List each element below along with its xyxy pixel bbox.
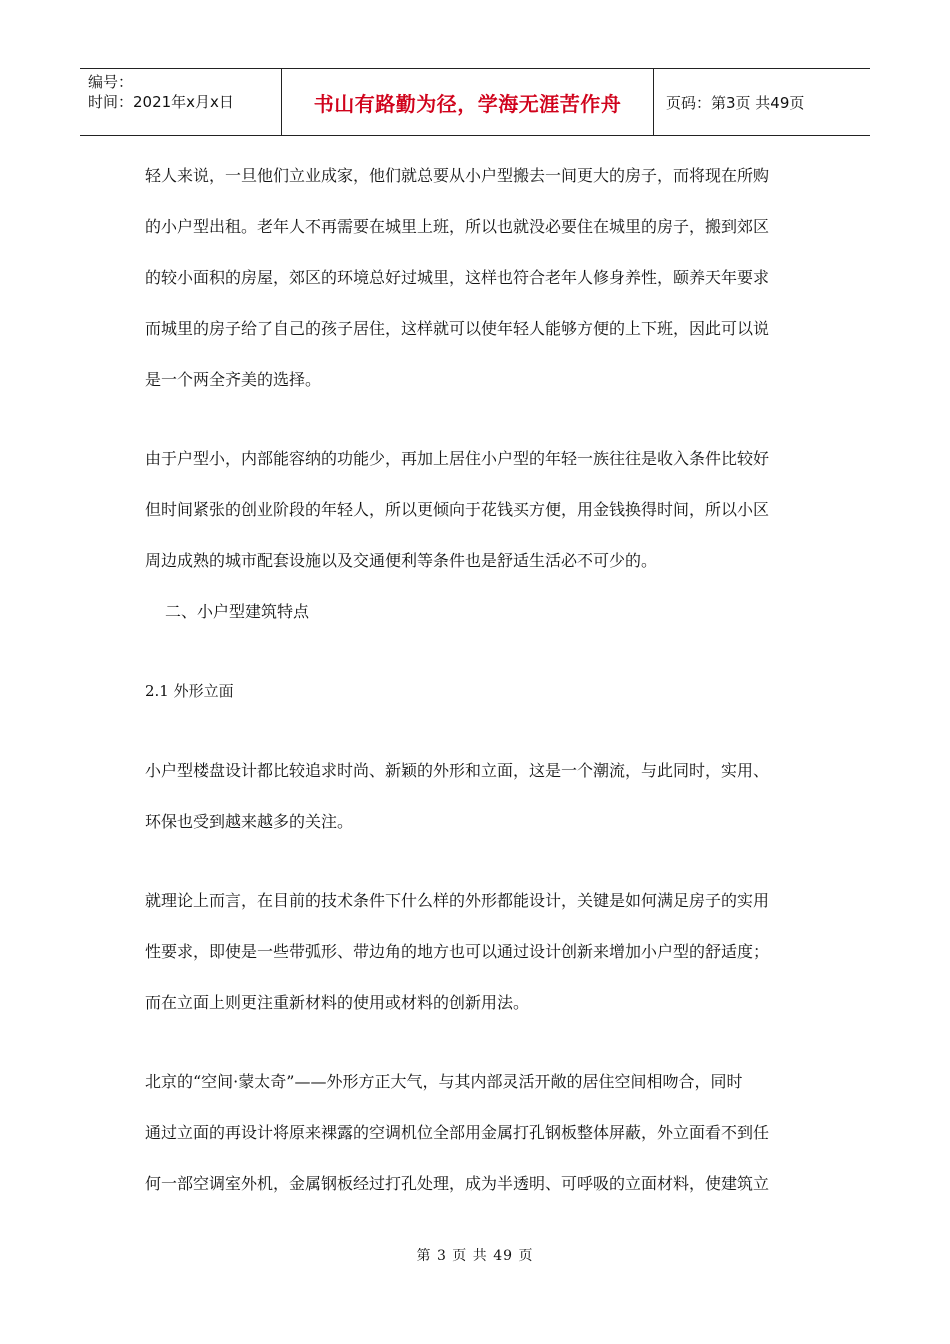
document-header [80, 68, 870, 136]
paragraph-line: 就理论上而言，在目前的技术条件下什么样的外形都能设计，关键是如何满足房子的实用 [145, 891, 770, 910]
paragraph-line: 北京的“空间·蒙太奇”——外形方正大气，与其内部灵活开敞的居住空间相吻合，同时 [145, 1072, 743, 1091]
footer-page-number: 第 3 页 共 49 页 [416, 1248, 534, 1264]
subsection-heading: 2.1 外形立面 [145, 682, 234, 700]
header-motto [282, 69, 654, 135]
paragraph-line: 轻人来说，一旦他们立业成家，他们就总要从小户型搬去一间更大的房子，而将现在所购 [145, 166, 770, 185]
paragraph-line: 的较小面积的房屋，郊区的环境总好过城里，这样也符合老年人修身养性，颐养天年要求 [145, 268, 770, 287]
paragraph-line: 的小户型出租。老年人不再需要在城里上班，所以也就没必要住在城里的房子，搬到郊区 [145, 217, 770, 236]
header-page-info: 页码：第3页 共49页 [666, 93, 805, 112]
header-time-label: 时间：2021年x月x日 [88, 93, 234, 111]
paragraph-1 [145, 150, 815, 405]
paragraph-line: 何一部空调室外机，金属钢板经过打孔处理，成为半透明、可呼吸的立面材料，使建筑立 [145, 1174, 770, 1193]
paragraph-3 [145, 745, 815, 847]
header-page-info-cell [654, 69, 870, 135]
paragraph-line: 小户型楼盘设计都比较追求时尚、新颖的外形和立面，这是一个潮流，与此同时，实用、 [145, 761, 770, 780]
paragraph-2 [145, 433, 815, 586]
paragraph-line: 是一个两全齐美的选择。 [145, 370, 322, 389]
header-motto-text: 书山有路勤为径，学海无涯苦作舟 [313, 91, 622, 116]
paragraph-line: 而城里的房子给了自己的孩子居住，这样就可以使年轻人能够方便的上下班，因此可以说 [145, 319, 770, 338]
paragraph-line: 环保也受到越来越多的关注。 [145, 812, 354, 831]
document-body [145, 150, 815, 1209]
header-number-label: 编号： [88, 73, 134, 91]
header-meta-cell [80, 69, 282, 135]
paragraph-line: 周边成熟的城市配套设施以及交通便利等条件也是舒适生活必不可少的。 [145, 551, 658, 570]
paragraph-line: 性要求，即使是一些带弧形、带边角的地方也可以通过设计创新来增加小户型的舒适度； [145, 942, 770, 961]
paragraph-line: 由于户型小，内部能容纳的功能少，再加上居住小户型的年轻一族往往是收入条件比较好 [145, 449, 770, 468]
paragraph-5 [145, 1056, 815, 1209]
paragraph-line: 而在立面上则更注重新材料的使用或材料的创新用法。 [145, 993, 530, 1012]
section-heading: 二、小户型建筑特点 [165, 602, 310, 621]
page-footer [0, 1245, 950, 1265]
paragraph-4 [145, 875, 815, 1028]
paragraph-line: 但时间紧张的创业阶段的年轻人，所以更倾向于花钱买方便，用金钱换得时间，所以小区 [145, 500, 770, 519]
paragraph-line: 通过立面的再设计将原来裸露的空调机位全部用金属打孔钢板整体屏蔽，外立面看不到任 [145, 1123, 770, 1142]
